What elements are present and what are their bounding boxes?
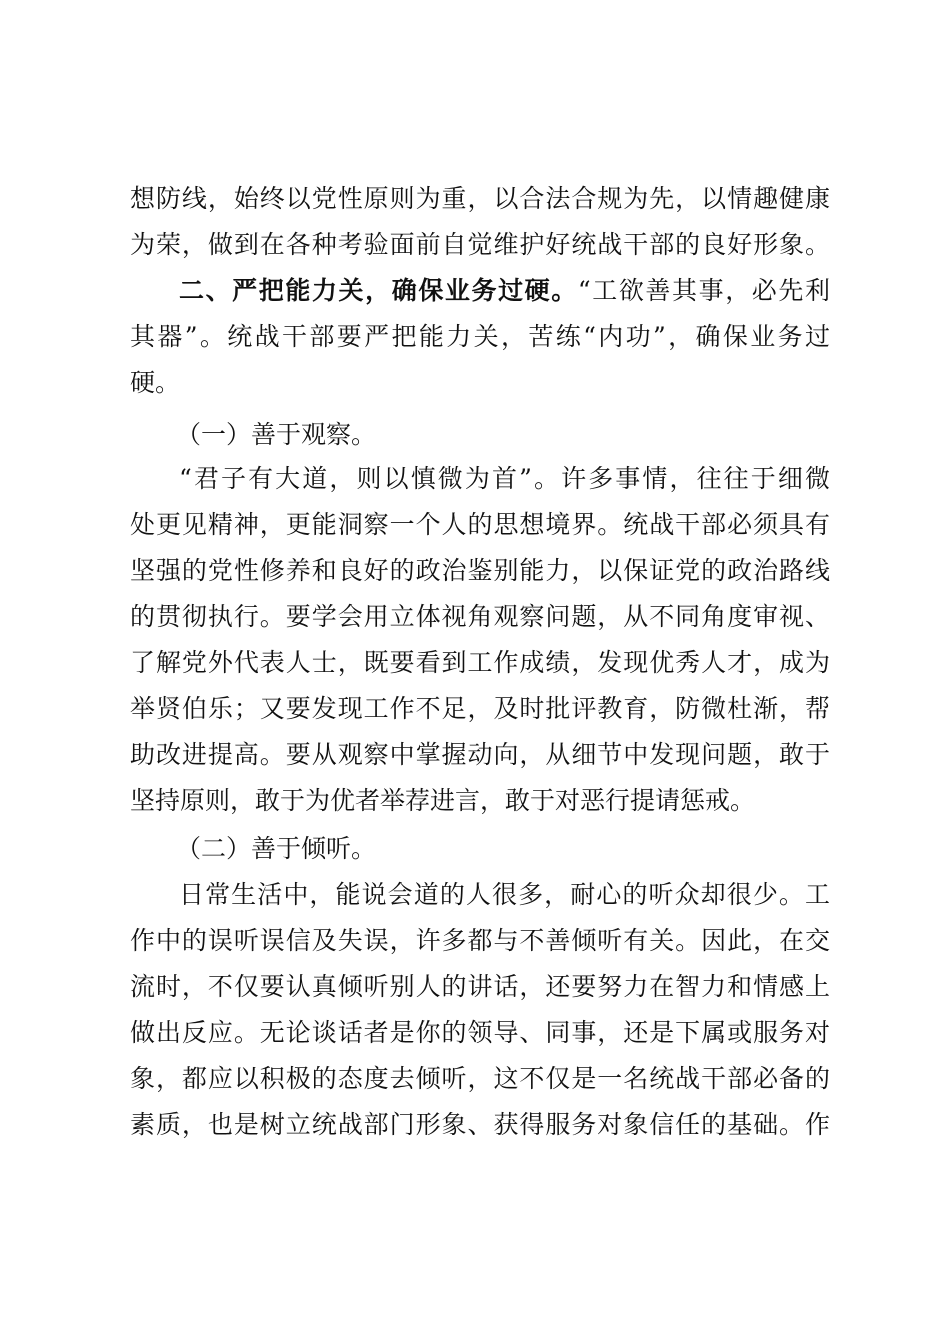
heading-line-text: “工欲善其事，必先利 bbox=[577, 276, 830, 305]
section-heading: 二、严把能力关，确保业务过硬。 bbox=[179, 276, 578, 305]
paragraph-line: 其器”。统战干部要严把能力关，苦练“内功”，确保业务过 bbox=[130, 322, 830, 351]
paragraph-line: 流时，不仅要认真倾听别人的讲话，还要努力在智力和情感上 bbox=[130, 972, 830, 1001]
paragraph-line: 了解党外代表人士，既要看到工作成绩，发现优秀人才，成为 bbox=[130, 648, 830, 677]
paragraph-line: 做出反应。无论谈话者是你的领导、同事，还是下属或服务对 bbox=[130, 1018, 830, 1047]
paragraph-line: 坚强的党性修养和良好的政治鉴别能力，以保证党的政治路线 bbox=[130, 556, 830, 585]
paragraph-line: 硬。 bbox=[130, 368, 181, 397]
subsection-title: （一）善于观察。 bbox=[176, 420, 377, 449]
paragraph-line: 象，都应以积极的态度去倾听，这不仅是一名统战干部必备的 bbox=[130, 1064, 830, 1093]
paragraph-line: 作中的误听误信及失误，许多都与不善倾听有关。因此，在交 bbox=[130, 926, 830, 955]
paragraph-line: 想防线，始终以党性原则为重，以合法合规为先，以情趣健康 bbox=[130, 184, 830, 213]
section-heading-line bbox=[179, 268, 830, 314]
subsection-title: （二）善于倾听。 bbox=[176, 834, 377, 863]
paragraph-line: 的贯彻执行。要学会用立体视角观察问题，从不同角度审视、 bbox=[130, 602, 830, 631]
paragraph-line: 助改进提高。要从观察中掌握动向，从细节中发现问题，敢于 bbox=[130, 740, 830, 769]
paragraph-line: 举贤伯乐；又要发现工作不足，及时批评教育，防微杜渐，帮 bbox=[130, 694, 830, 723]
paragraph-line: 为荣，做到在各种考验面前自觉维护好统战干部的良好形象。 bbox=[130, 230, 830, 259]
paragraph-line: “君子有大道，则以慎微为首”。许多事情，往往于细微 bbox=[179, 464, 830, 493]
paragraph-line: 处更见精神，更能洞察一个人的思想境界。统战干部必须具有 bbox=[130, 510, 830, 539]
paragraph-line: 坚持原则，敢于为优者举荐进言，敢于对恶行提请惩戒。 bbox=[130, 786, 756, 815]
paragraph-line: 素质，也是树立统战部门形象、获得服务对象信任的基础。作 bbox=[130, 1110, 830, 1139]
paragraph-line: 日常生活中，能说会道的人很多，耐心的听众却很少。工 bbox=[179, 880, 830, 909]
